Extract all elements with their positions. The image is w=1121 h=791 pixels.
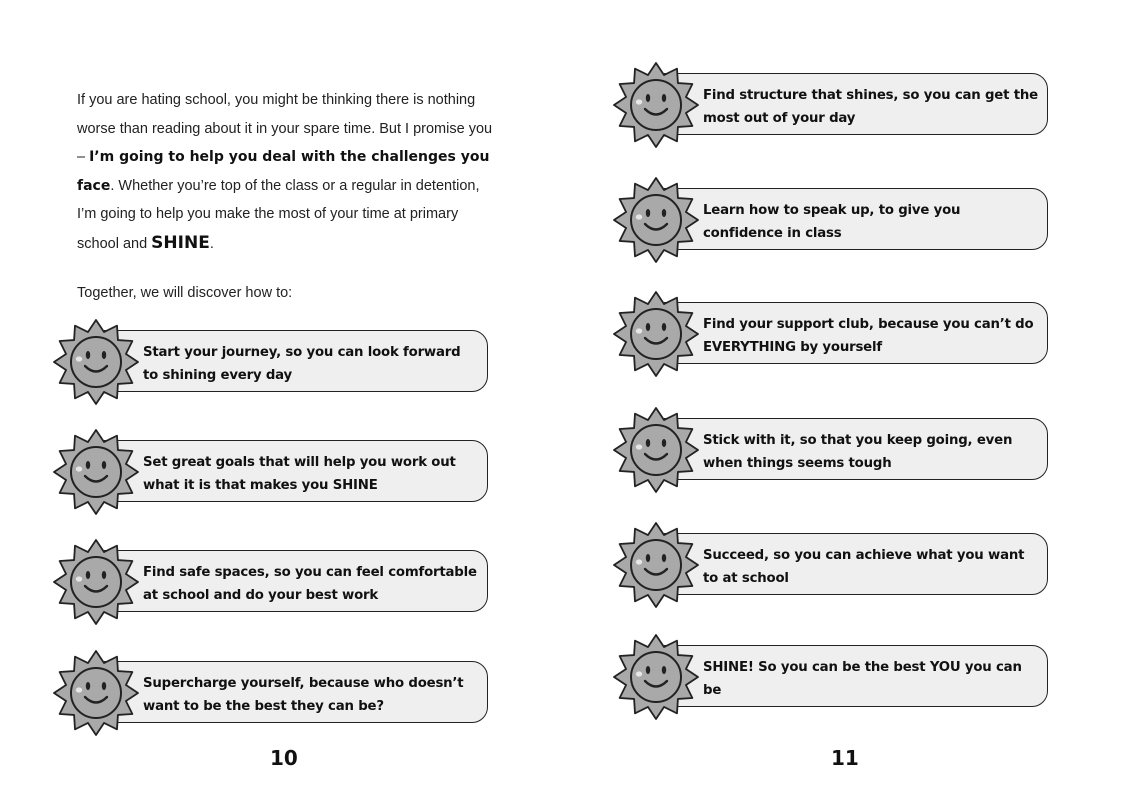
goal-bubble: [664, 645, 1048, 707]
page-number: 10: [270, 746, 298, 770]
intro-text-3: .: [209, 235, 214, 252]
smiling-sun-icon: [612, 521, 700, 609]
goal-text: Find safe spaces, so you can feel comfortable at school and do your best work: [143, 565, 477, 603]
page-number: 11: [831, 746, 859, 770]
goal-text: Succeed, so you can achieve what you want to at school: [703, 548, 1025, 586]
smiling-sun-icon: [52, 538, 140, 626]
smiling-sun-icon: [612, 290, 700, 378]
intro-text-2: . Whether you’re top of the class or a regular in detention, I’m going to help you make the most of your time at primary school and: [77, 177, 480, 252]
goal-text: Start your journey, so you can look forward to shining every day: [143, 345, 461, 383]
goal-bubble: [664, 73, 1048, 135]
smiling-sun-icon: [52, 649, 140, 737]
smiling-sun-icon: [612, 633, 700, 721]
goal-bubble: [664, 302, 1048, 364]
right-page: [560, 0, 1121, 791]
goal-text: Find your support club, because you can’t do EVERYTHING by yourself: [703, 317, 1034, 355]
goal-bubble: [664, 533, 1048, 595]
smiling-sun-icon: [612, 406, 700, 494]
smiling-sun-icon: [52, 318, 140, 406]
smiling-sun-icon: [52, 428, 140, 516]
left-page: [0, 0, 560, 791]
goal-text: Learn how to speak up, to give you confidence in class: [703, 203, 961, 241]
goal-text: Stick with it, so that you keep going, even when things seems tough: [703, 433, 1013, 471]
goal-bubble: [104, 550, 488, 612]
goal-text: Find structure that shines, so you can get the most out of your day: [703, 88, 1038, 126]
intro-shine-word: SHINE: [151, 232, 210, 253]
intro-emphasis: I’m going to help you deal with the challenges you face: [77, 149, 490, 194]
goal-text: Supercharge yourself, because who doesn’t want to be the best they can be?: [143, 676, 464, 714]
goal-bubble: [104, 440, 488, 502]
smiling-sun-icon: [612, 176, 700, 264]
smiling-sun-icon: [612, 61, 700, 149]
goal-bubble: [664, 188, 1048, 250]
together-heading: Together, we will discover how to:: [77, 285, 293, 301]
goal-bubble: [664, 418, 1048, 480]
goal-bubble: [104, 661, 488, 723]
intro-text-1: If you are hating school, you might be thinking there is nothing worse than reading about it in your spare time. But I promise you –: [77, 92, 493, 165]
goal-bubble: [104, 330, 488, 392]
intro-paragraph: [77, 86, 497, 258]
goal-text: SHINE! So you can be the best YOU you can be: [703, 660, 1022, 698]
goal-text: Set great goals that will help you work out what it is that makes you SHINE: [143, 455, 456, 493]
